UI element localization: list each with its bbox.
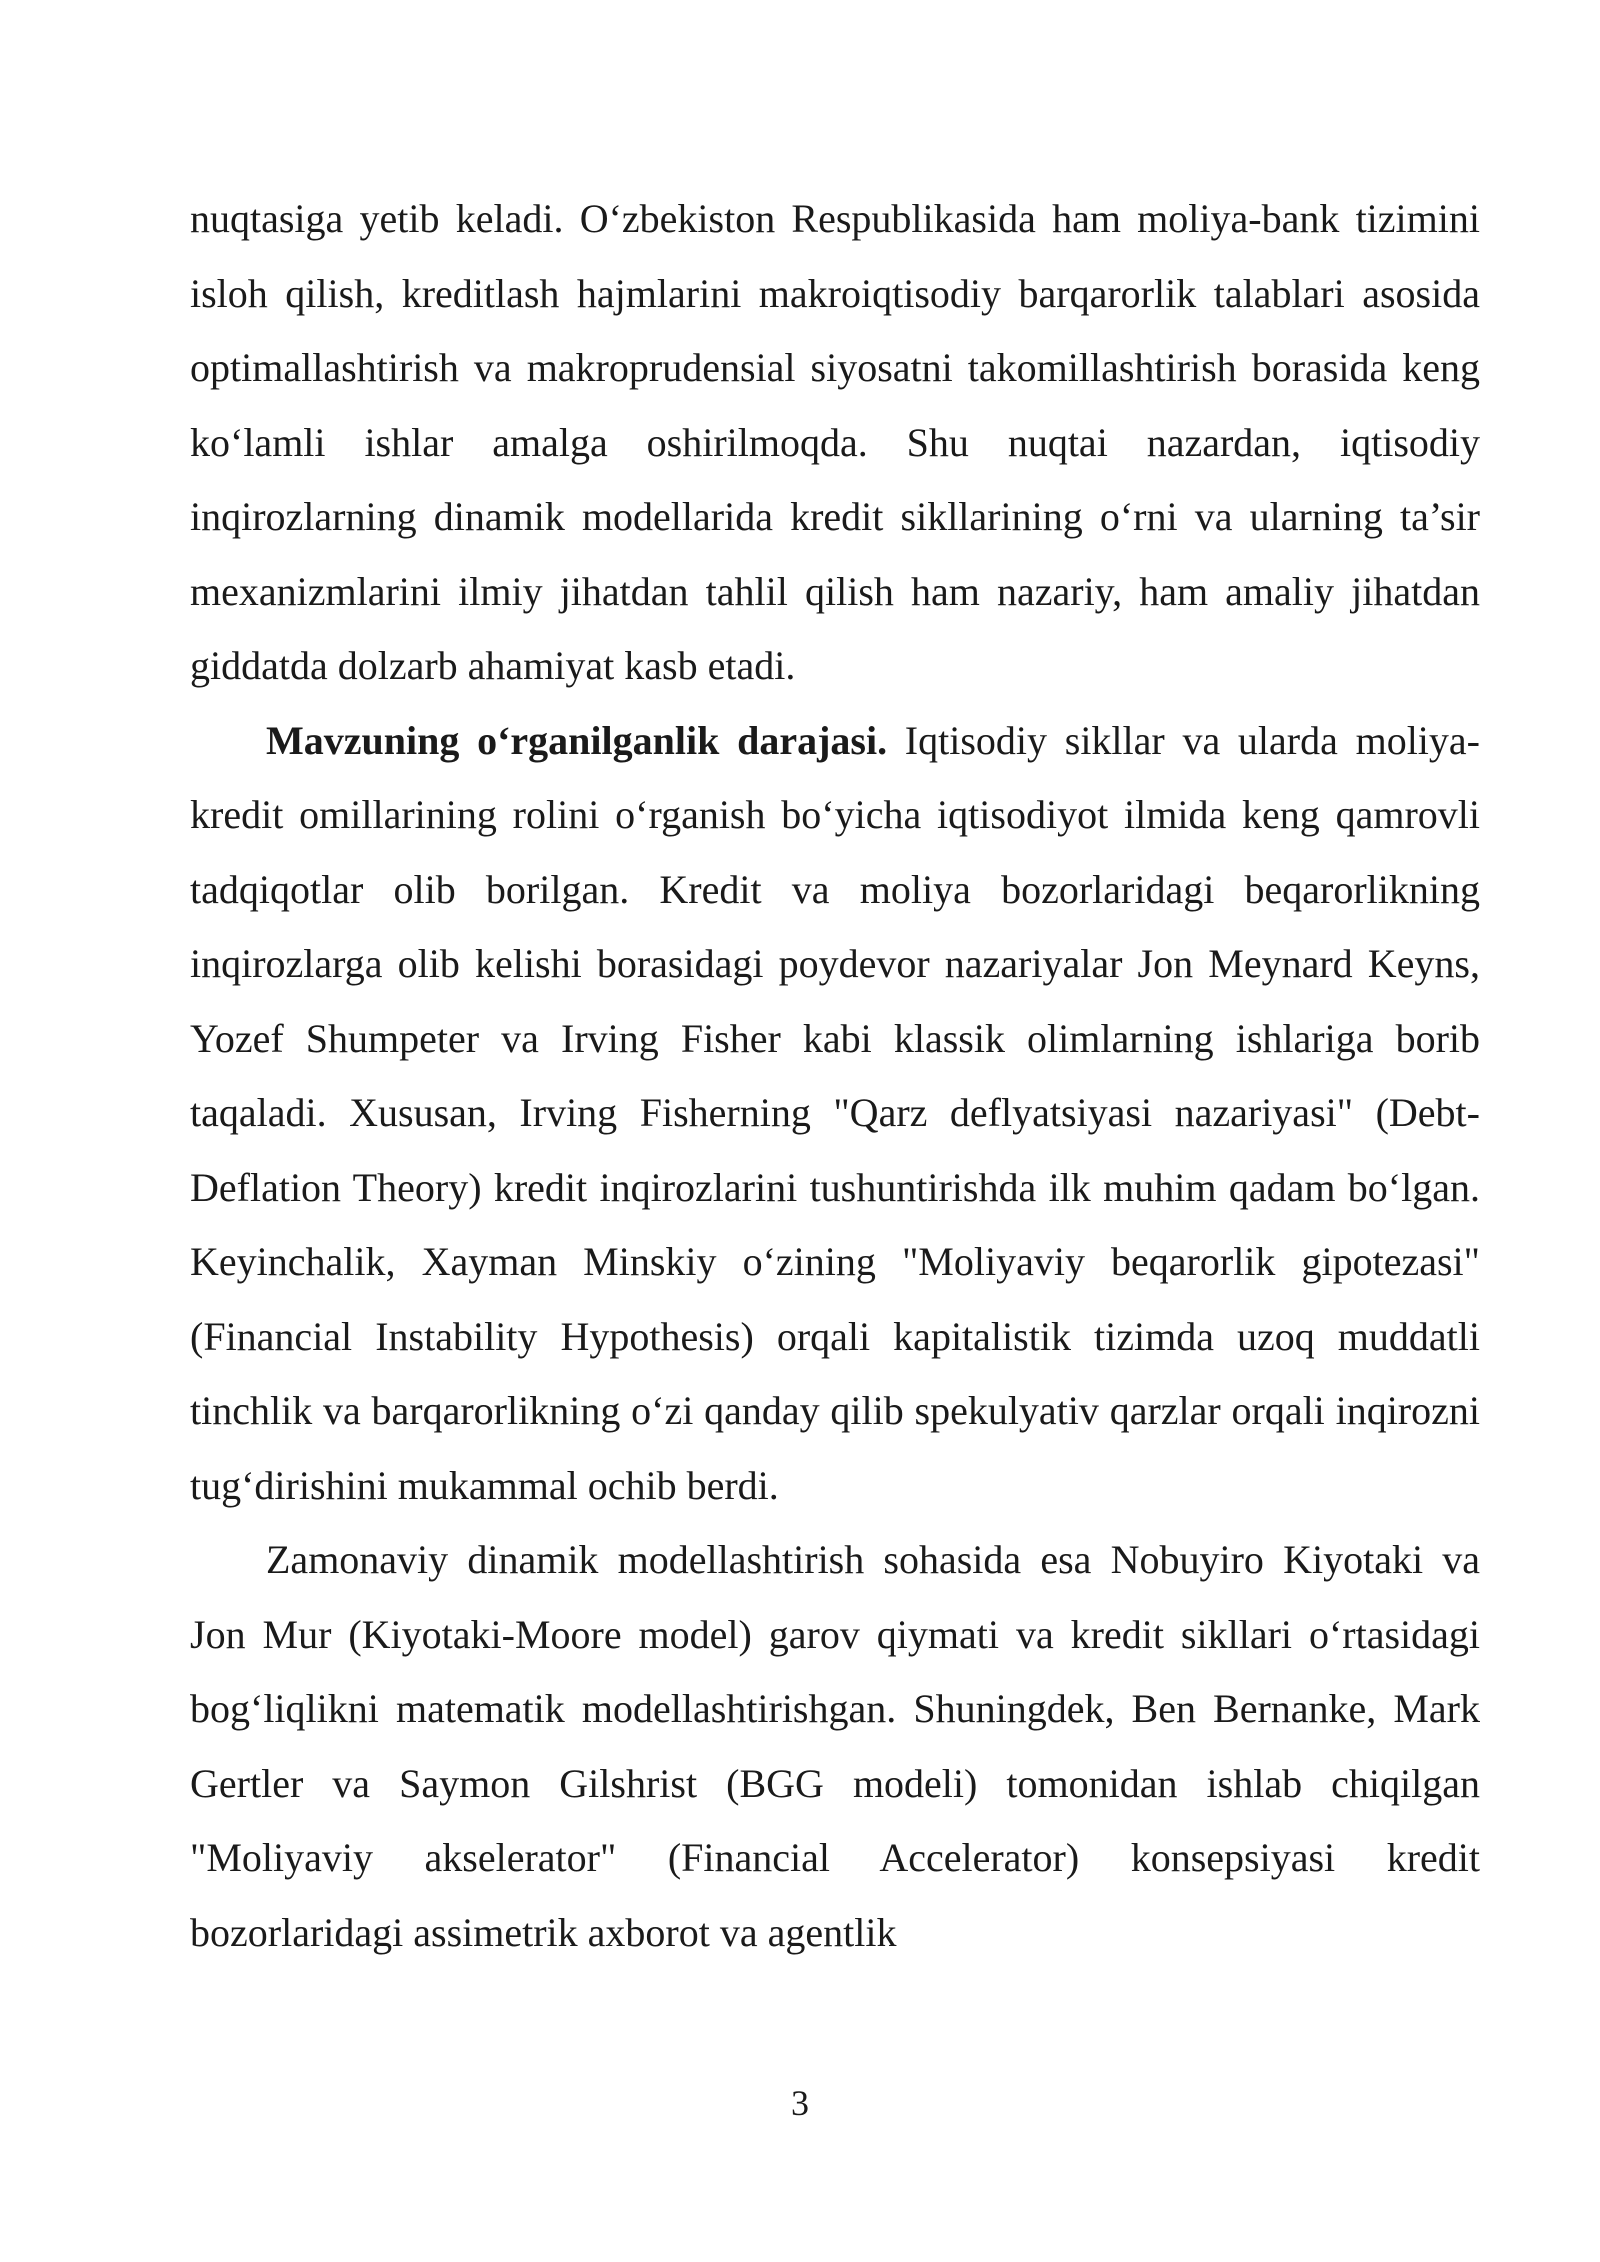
paragraph-text: Iqtisodiy sikllar va ularda moliya-kredit omillarining rolini o‘rganish bo‘yicha iqtisodiyot ilmida keng qamrovli tadqiqotlar olib borilgan. Kredit va moliya bozorlaridagi beqarorlikning inqirozlarga olib kelishi borasidagi poydevor nazariyalar Jon Meynard Keyns, Yozef Shumpeter va Irving Fisher kabi klassik olimlarning ishlariga borib taqaladi. Xususan, Irving Fisherning "Qarz deflyatsiyasi nazariyasi" (Debt-Deflation Theory) kredit inqirozlarini tushuntirishda ilk muhim qadam bo‘lgan. Keyinchalik, Xayman Minskiy o‘zining "Moliyaviy beqarorlik gipotezasi" (Financial Instability Hypothesis) orqali kapitalistik tizimda uzoq muddatli tinchlik va barqarorlikning o‘zi qanday qilib spekulyativ qarzlar orqali inqirozni tug‘dirishini mukammal ochib berdi. <box>190 717 1480 1508</box>
paragraph-literature-review <box>190 704 1480 1524</box>
paragraph-text: nuqtasiga yetib keladi. O‘zbekiston Respublikasida ham moliya-bank tizimini isloh qilish, kreditlash hajmlarini makroiqtisodiy barqarorlik talablari asosida optimallashtirish va makroprudensial siyosatni takomillashtirish borasida keng ko‘lamli ishlar amalga oshirilmoqda. Shu nuqtai nazardan, iqtisodiy inqirozlarning dinamik modellarida kredit sikllarining o‘rni va ularning ta’sir mexanizmlarini ilmiy jihatdan tahlil qilish ham nazariy, ham amaliy jihatdan giddatda dolzarb ahamiyat kasb etadi. <box>190 196 1480 688</box>
page-number: 3 <box>791 2083 809 2123</box>
paragraph-text: Zamonaviy dinamik modellashtirish sohasida esa Nobuyiro Kiyotaki va Jon Mur (Kiyotaki-Moore model) garov qiymati va kredit sikllari o‘rtasidagi bog‘liqlikni matematik modellashtirishgan. Shuningdek, Ben Bernanke, Mark Gertler va Saymon Gilshrist (BGG modeli) tomonidan ishlab chiqilgan "Moliyaviy akselerator" (Financial Accelerator) konsepsiyasi kredit bozorlaridagi assimetrik axborot va agentlik <box>190 1537 1480 1955</box>
body-text <box>190 182 1480 1970</box>
paragraph-modern-models <box>190 1523 1480 1970</box>
section-heading-inline: Mavzuning o‘rganilganlik darajasi. <box>266 717 888 763</box>
paragraph-continuation <box>190 182 1480 704</box>
